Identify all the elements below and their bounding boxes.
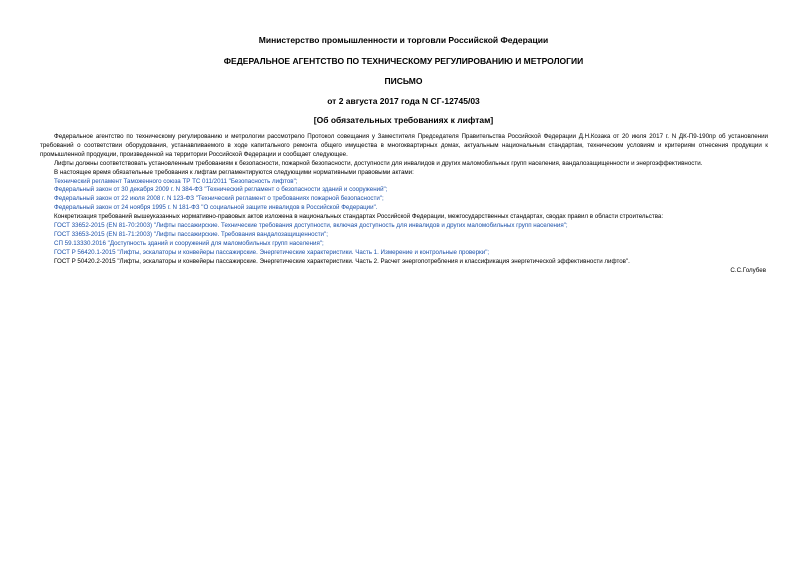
paragraph-acts-intro: В настоящее время обязательные требования к лифтам регламентируются следующими нормативными правовыми актами: [54, 168, 414, 176]
ministry-name: Министерство промышленности и торговли Российской Федерации [258, 35, 549, 45]
signature: С.С.Голубев [730, 266, 766, 274]
agency-name: ФЕДЕРАЛЬНОЕ АГЕНТСТВО ПО ТЕХНИЧЕСКОМУ РЕГУЛИРОВАНИЮ И МЕТРОЛОГИИ [223, 56, 584, 66]
paragraph-standards-intro: Конкретизация требований вышеуказанных нормативно-правовых актов изложена в национальных стандартах Российской Федерации, межгосударственных стандартах, сводах правил в области строительства: [54, 213, 664, 221]
standard-link-gost-33652[interactable]: ГОСТ 33652-2015 (EN 81-70:2003) "Лифты пассажирские. Технические требования доступности, включая доступность для инвалидов и других маломобильных групп населения"; [54, 222, 568, 230]
document-subject: [Об обязательных требованиях к лифтам] [313, 115, 494, 125]
standard-gost-50420: ГОСТ Р 50420.2-2015 "Лифты, эскалаторы и конвейеры пассажирские. Энергетические характеристики. Часть 2. Расчет энергопотребления и классификация энергетической эффективности лифтов". [54, 257, 630, 265]
standard-link-sp-59[interactable]: СП 59.13330.2016 "Доступность зданий и сооружений для маломобильных групп населения"; [54, 239, 324, 247]
standard-link-gost-33653[interactable]: ГОСТ 33653-2015 (EN 81-71:2003) "Лифты пассажирские. Требования вандалозащищенности"; [54, 230, 328, 238]
document-date-number: от 2 августа 2017 года N СГ-12745/03 [327, 96, 480, 106]
act-link-384-fz[interactable]: Федеральный закон от 30 декабря 2009 г. N 384-ФЗ "Технический регламент о безопасности зданий и сооружений"; [54, 186, 388, 194]
act-link-123-fz[interactable]: Федеральный закон от 22 июля 2008 г. N 123-ФЗ "Технический регламент о требованиях пожарной безопасности"; [54, 195, 384, 203]
document-type: ПИСЬМО [384, 76, 423, 86]
paragraph-intro: Федеральное агентство по техническому регулированию и метрологии рассмотрело Протокол совещания у Заместителя Председателя Правительства Российской Федерации Д.Н.Козака от 20 июля 2017 г. N ДК-П9-190пр об установлении требований о соответствии оборудования, устанавливаемого в ходе капитального ремонта общего имущества в многоквартирных домах, актуальным национальным стандартам, техническим условиям и критериям отнесения продукции к промышленной продукции, произведенной на территории Российской Федерации и сообщает следующее. [40, 133, 768, 158]
act-link-181-fz[interactable]: Федеральный закон от 24 ноября 1995 г. N 181-ФЗ "О социальной защите инвалидов в Российской Федерации". [54, 204, 378, 212]
act-link-tr-ts[interactable]: Технический регламент Таможенного союза ТР ТС 011/2011 "Безопасность лифтов"; [54, 177, 298, 185]
standard-link-gost-56420[interactable]: ГОСТ Р 56420.1-2015 "Лифты, эскалаторы и конвейеры пассажирские. Энергетические характеристики. Часть 1. Измерение и контрольные проверки"; [54, 248, 490, 256]
letter-body [40, 133, 768, 276]
paragraph-requirements: Лифты должны соответствовать установленным требованиям к безопасности, пожарной безопасности, доступности для инвалидов и других маломобильных групп населения, вандалозащищенности и энергоэффективности. [54, 159, 703, 167]
